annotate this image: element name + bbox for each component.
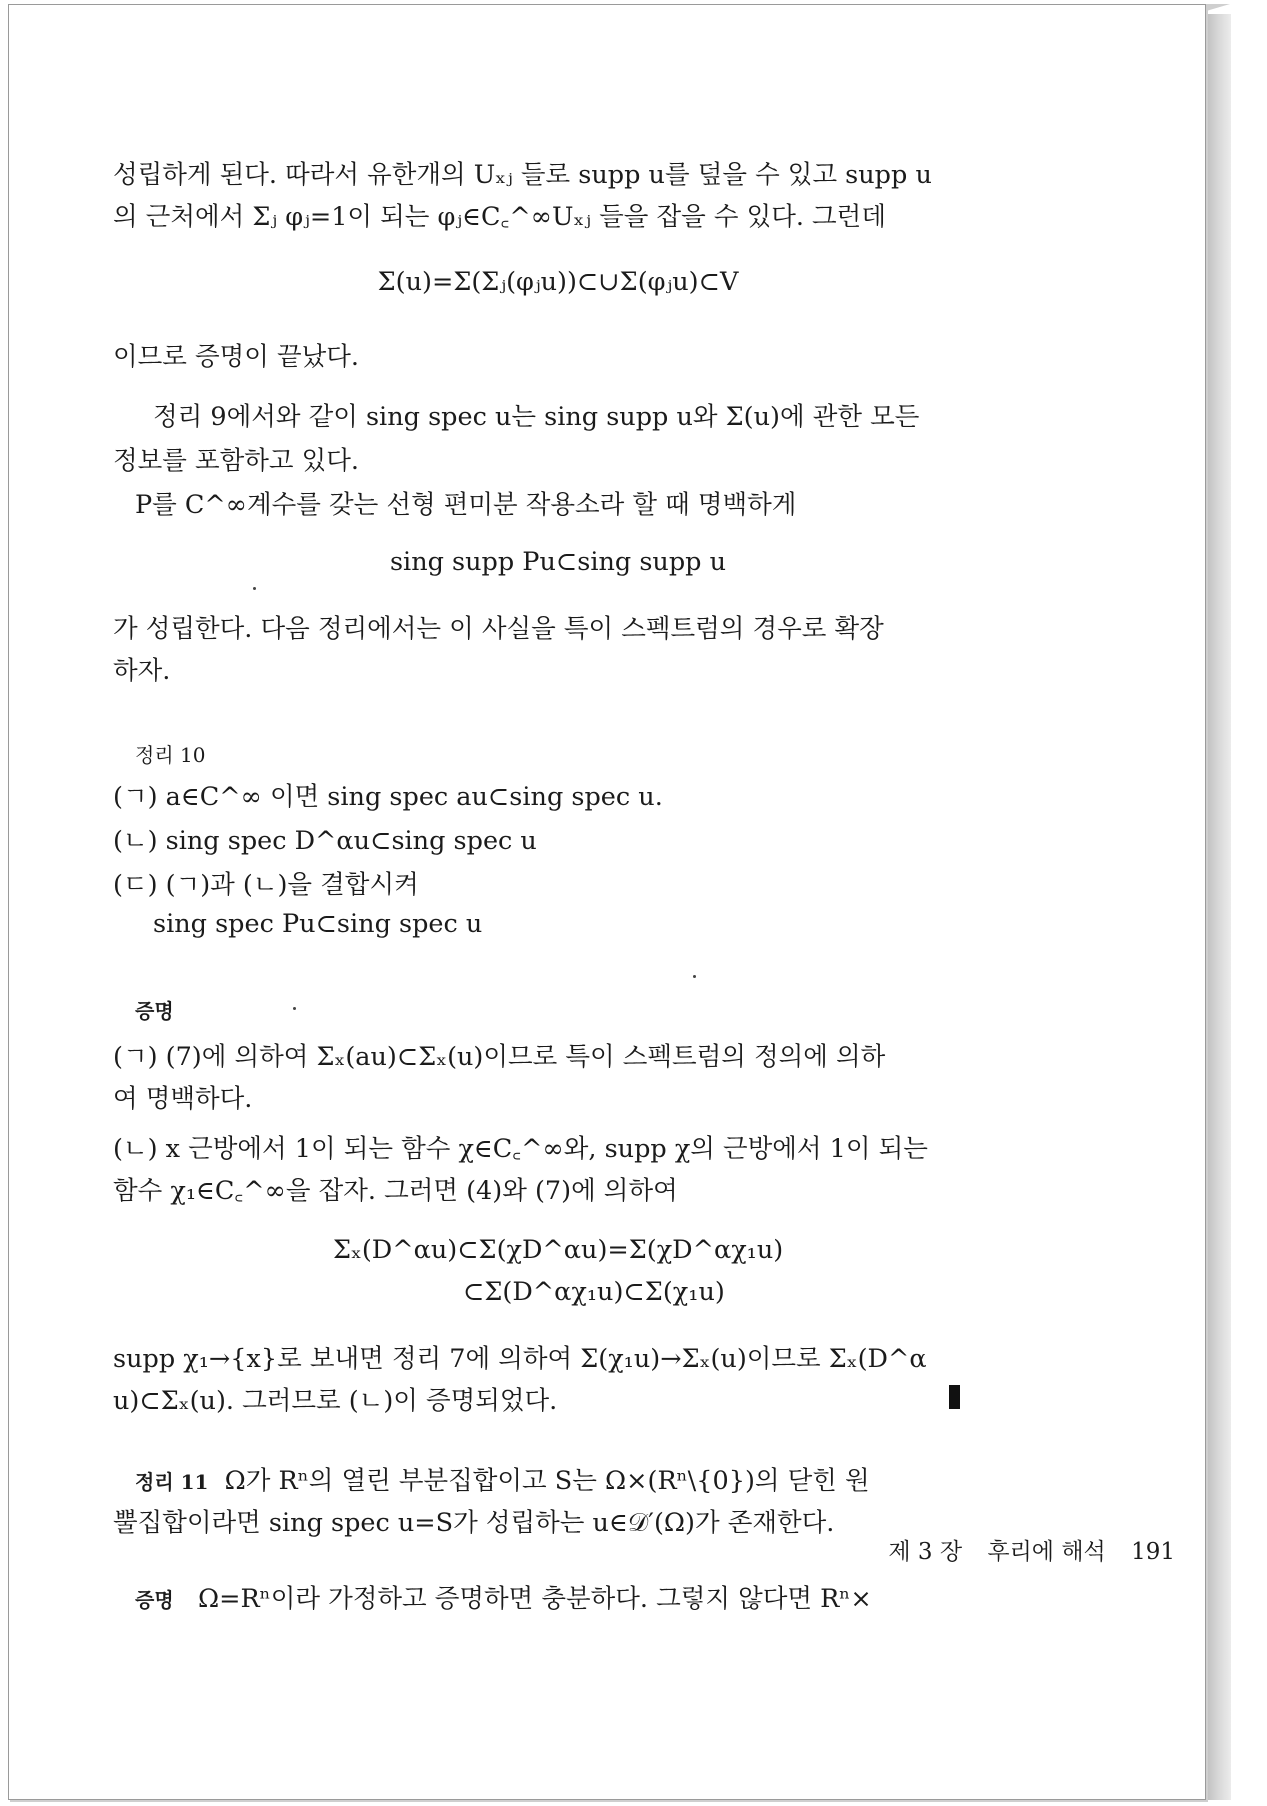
theorem-text: Ω가 Rⁿ의 열린 부분집합이고 S는 Ω×(Rⁿ\{0})의 닫힌 원: [224, 1466, 870, 1496]
speck: [253, 587, 256, 590]
text-line: (ㄴ) x 근방에서 1이 되는 함수 χ∈C꜀^∞와, supp χ의 근방에서 1이 되는: [113, 1134, 928, 1164]
text-line: 가 성립한다. 다음 정리에서는 이 사실을 특이 스펙트럼의 경우로 확장: [113, 614, 884, 644]
speck: [693, 975, 696, 978]
text-line: 뿔집합이라면 sing spec u=S가 성립하는 u∈𝒟′(Ω)가 존재한다.: [113, 1508, 835, 1538]
chapter-title: 후리에 해석: [987, 1539, 1106, 1565]
equation: sing supp Pu⊂sing supp u: [389, 547, 727, 577]
text-line: 정보를 포함하고 있다.: [113, 446, 360, 476]
chapter-label: 제 3 장: [888, 1539, 963, 1565]
text-line: (ㄱ) (7)에 의하여 Σₓ(au)⊂Σₓ(u)이므로 특이 스펙트럼의 정의에 의하: [113, 1042, 886, 1072]
text-line: 의 근처에서 Σⱼ φⱼ=1이 되는 φⱼ∈C꜀^∞Uₓⱼ 들을 잡을 수 있다. 그런데: [113, 202, 886, 232]
theorem-item: sing spec Pu⊂sing spec u: [153, 909, 483, 939]
theorem-item: (ㄴ) sing spec D^αu⊂sing spec u: [113, 826, 537, 856]
proof-text: Ω=Rⁿ이라 가정하고 증명하면 충분하다. 그렇지 않다면 Rⁿ×: [197, 1584, 872, 1614]
page-number: 191: [1131, 1539, 1175, 1565]
theorem-title: 정리 11: [135, 1470, 209, 1494]
proof-line: [135, 1579, 872, 1615]
theorem-item: (ㄱ) a∈C^∞ 이면 sing spec au⊂sing spec u.: [113, 782, 663, 812]
equation: Σ(u)=Σ(Σⱼ(φⱼu))⊂∪Σ(φⱼu)⊂V: [377, 267, 739, 297]
page-stack-edge: [1204, 14, 1231, 1800]
text-line: 정리 9에서와 같이 sing spec u는 sing supp u와 Σ(u)에 관한 모든: [153, 402, 920, 432]
book-page: [8, 4, 1206, 1800]
equation: ⊂Σ(D^αχ₁u)⊂Σ(χ₁u): [463, 1277, 725, 1307]
text-line: supp χ₁→{x}로 보내면 정리 7에 의하여 Σ(χ₁u)→Σₓ(u)이므로 Σₓ(D^α: [113, 1344, 927, 1374]
proof-title: 증명: [135, 999, 174, 1023]
page-footer: [870, 1533, 1175, 1566]
text-line: 성립하게 된다. 따라서 유한개의 Uₓⱼ 들로 supp u를 덮을 수 있고 supp u: [113, 160, 932, 190]
text-line: 여 명백하다.: [113, 1084, 253, 1114]
theorem-title: 정리 10: [135, 743, 206, 767]
theorem-line: [135, 1461, 870, 1497]
qed-mark: [949, 1385, 960, 1409]
text-line: 하자.: [113, 656, 171, 686]
text-line: 함수 χ₁∈C꜀^∞을 잡자. 그러면 (4)와 (7)에 의하여: [113, 1176, 678, 1206]
text-line: 이므로 증명이 끝났다.: [113, 342, 360, 372]
speck: [293, 1007, 296, 1010]
text-line: P를 C^∞계수를 갖는 선형 편미분 작용소라 할 때 명백하게: [135, 490, 797, 520]
equation: Σₓ(D^αu)⊂Σ(χD^αu)=Σ(χD^αχ₁u): [333, 1235, 784, 1265]
theorem-item: (ㄷ) (ㄱ)과 (ㄴ)을 결합시켜: [113, 870, 419, 900]
proof-title: 증명: [135, 1588, 174, 1612]
text-line: u)⊂Σₓ(u). 그러므로 (ㄴ)이 증명되었다.: [113, 1386, 558, 1416]
